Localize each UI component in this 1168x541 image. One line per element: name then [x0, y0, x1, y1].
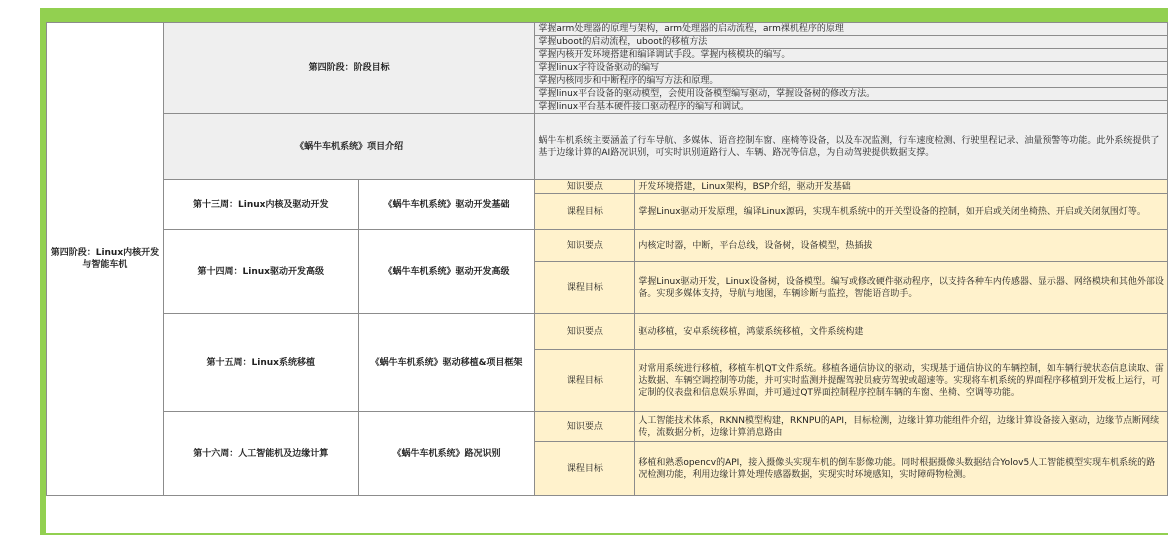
week-15-title: 第十五周：Linux系统移植 [163, 314, 358, 412]
goal-label: 课程目标 [535, 194, 635, 230]
stage-goal-item: 掌握arm处理器的原理与架构，arm处理器的启动流程，arm裸机程序的原理 [535, 23, 1168, 36]
week-13-project: 《蜗牛车机系统》驱动开发基础 [358, 180, 535, 230]
stage-goal-item: 掌握内核开发环境搭建和编译调试手段。掌握内核模块的编写。 [535, 49, 1168, 62]
week-16-project: 《蜗牛车机系统》路况识别 [358, 412, 535, 496]
stage-goal-item: 掌握linux平台设备的驱动模型，会使用设备模型编写驱动，掌握设备树的修改方法。 [535, 88, 1168, 101]
week-15-project: 《蜗牛车机系统》驱动移植&项目框架 [358, 314, 535, 412]
curriculum-table [46, 22, 1168, 496]
week-15-knowledge: 驱动移植，安卓系统移植，鸿蒙系统移植，文件系统构建 [635, 314, 1168, 350]
stage-goal-title: 第四阶段：阶段目标 [163, 23, 535, 114]
week-16-knowledge: 人工智能技术体系，RKNN模型构建，RKNPU的API，目标检测，边缘计算功能组件介绍，边缘计算设备接入驱动，边缘节点断网续传，流数据分析，边缘计算消息路由 [635, 412, 1168, 442]
green-bottom-band [40, 533, 1168, 535]
stage-goal-item: 掌握uboot的启动流程，uboot的移植方法 [535, 36, 1168, 49]
stage-name-cell: 第四阶段：Linux内核开发与智能车机 [47, 23, 164, 496]
project-intro-text: 蜗牛车机系统主要涵盖了行车导航、多媒体、语音控制车窗、座椅等设备，以及车况监测，行车速度检测、行驶里程记录、油量预警等功能。此外系统提供了基于边缘计算的AI路况识别，可实时识别道路行人、车辆、路况等信息，为自动驾驶提供数据支撑。 [535, 114, 1168, 180]
goal-label: 课程目标 [535, 350, 635, 412]
knowledge-label: 知识要点 [535, 180, 635, 194]
week-14-project: 《蜗牛车机系统》驱动开发高级 [358, 230, 535, 314]
week-14-title: 第十四周：Linux驱动开发高级 [163, 230, 358, 314]
green-top-band [40, 8, 1168, 22]
week-15-goal: 对常用系统进行移植，移植车机QT文件系统。移植各通信协议的驱动，实现基于通信协议的车辆控制，如车辆行驶状态信息读取、雷达数据、车辆空调控制等功能，并可实时监测并提醒驾驶员疲劳驾驶或超速等。实现将车机系统的界面程序移植到开发板上运行，可定制的仪表盘和信息娱乐界面，并可通过QT界面控制程序控制车辆的车窗、坐椅、空调等功能。 [635, 350, 1168, 412]
stage-goal-item: 掌握linux字符设备驱动的编写 [535, 62, 1168, 75]
week-14-knowledge: 内核定时器，中断，平台总线，设备树，设备模型，热插拔 [635, 230, 1168, 262]
week-16-title: 第十六周：人工智能机及边缘计算 [163, 412, 358, 496]
week-14-goal: 掌握Linux驱动开发，Linux设备树，设备模型。编写或修改硬件驱动程序，以支持各种车内传感器、显示器、网络模块和其他外部设备。实现多媒体支持，导航与地图，车辆诊断与监控，智能语音助手。 [635, 262, 1168, 314]
knowledge-label: 知识要点 [535, 230, 635, 262]
stage-goal-item: 掌握内核同步和中断程序的编写方法和原理。 [535, 75, 1168, 88]
week-13-goal: 掌握Linux驱动开发原理，编译Linux源码，实现车机系统中的开关型设备的控制，如开启或关闭坐椅热、开启或关闭氛围灯等。 [635, 194, 1168, 230]
goal-label: 课程目标 [535, 442, 635, 496]
knowledge-label: 知识要点 [535, 314, 635, 350]
week-13-knowledge: 开发环境搭建，Linux架构，BSP介绍，驱动开发基础 [635, 180, 1168, 194]
project-intro-title: 《蜗牛车机系统》项目介绍 [163, 114, 535, 180]
knowledge-label: 知识要点 [535, 412, 635, 442]
week-16-goal: 移植和熟悉opencv的API，接入摄像头实现车机的倒车影像功能。同时根据摄像头数据结合Yolov5人工智能模型实现车机系统的路况检测功能，利用边缘计算处理传感器数据，实现实时环境感知，实时障碍物检测。 [635, 442, 1168, 496]
goal-label: 课程目标 [535, 262, 635, 314]
week-13-title: 第十三周：Linux内核及驱动开发 [163, 180, 358, 230]
stage-goal-item: 掌握linux平台基本硬件接口驱动程序的编写和调试。 [535, 101, 1168, 114]
